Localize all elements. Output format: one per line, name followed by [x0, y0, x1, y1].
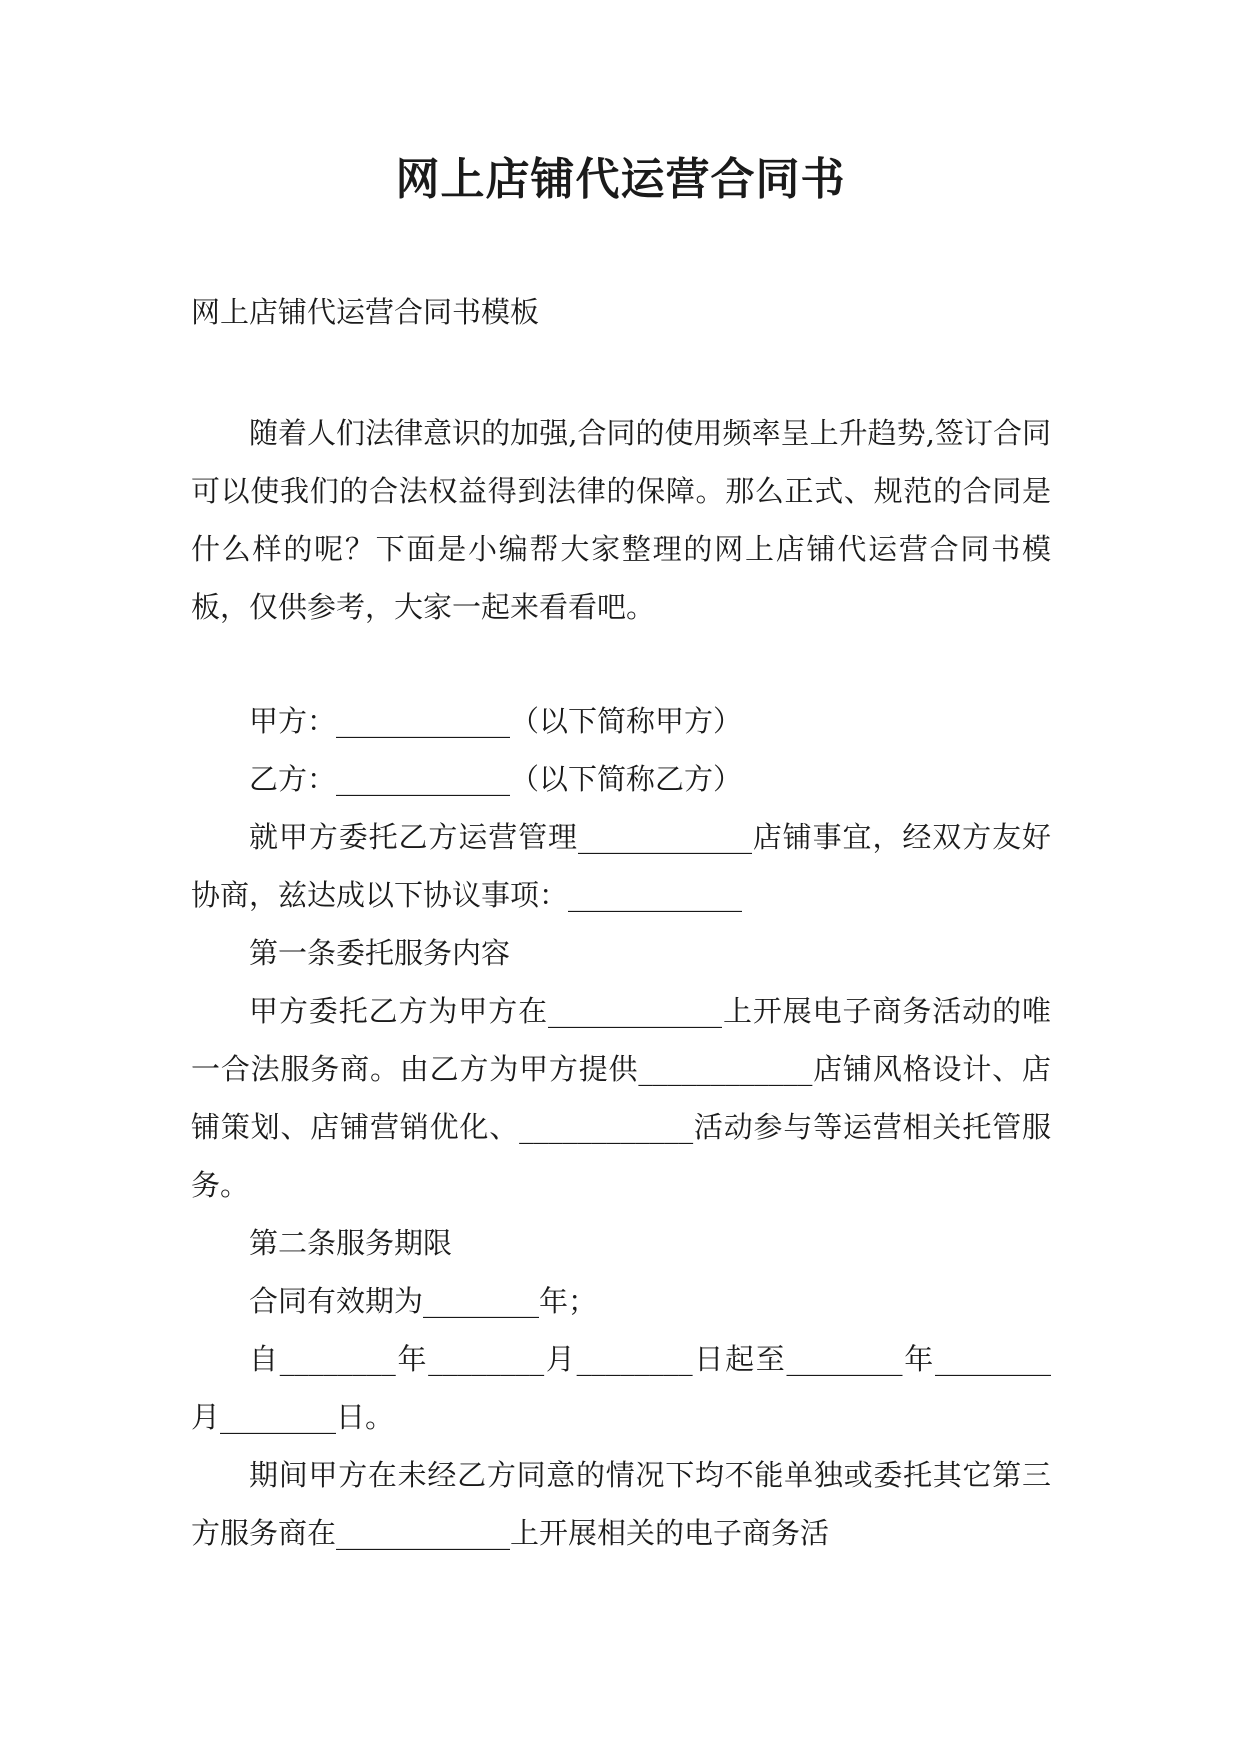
party-b-line: 乙方：____________（以下简称乙方） [249, 762, 743, 796]
article-2-period: 自________年________月________日起至________年________月________日。 [191, 1342, 1051, 1434]
intro-paragraph: 随着人们法律意识的加强,合同的使用频率呈上升趋势,签订合同可以使我们的合法权益得到法律的保障。那么正式、规范的合同是什么样的呢？下面是小编帮大家整理的网上店铺代运营合同书模板，仅供参考，大家一起来看看吧。 [191, 416, 1051, 624]
intro-section [191, 404, 1051, 636]
article-2-exclusivity: 期间甲方在未经乙方同意的情况下均不能单独或委托其它第三方服务商在____________上开展相关的电子商务活 [191, 1458, 1051, 1550]
document-title: 网上店铺代运营合同书 [395, 154, 846, 205]
article-2-validity: 合同有效期为________年； [249, 1284, 598, 1318]
party-a-line: 甲方：____________（以下简称甲方） [249, 704, 743, 738]
document-subtitle: 网上店铺代运营合同书模板 [191, 295, 540, 329]
article-2-heading: 第二条服务期限 [249, 1226, 453, 1260]
article-1-heading: 第一条委托服务内容 [249, 936, 511, 970]
contract-body [191, 692, 1051, 1562]
article-1-text: 甲方委托乙方为甲方在____________上开展电子商务活动的唯一合法服务商。由乙方为甲方提供____________店铺风格设计、店铺策划、店铺营销优化、____________活动参与等运营相关托管服务。 [191, 994, 1051, 1202]
agreement-preamble: 就甲方委托乙方运营管理____________店铺事宜，经双方友好协商，兹达成以下协议事项：____________ [191, 820, 1051, 912]
